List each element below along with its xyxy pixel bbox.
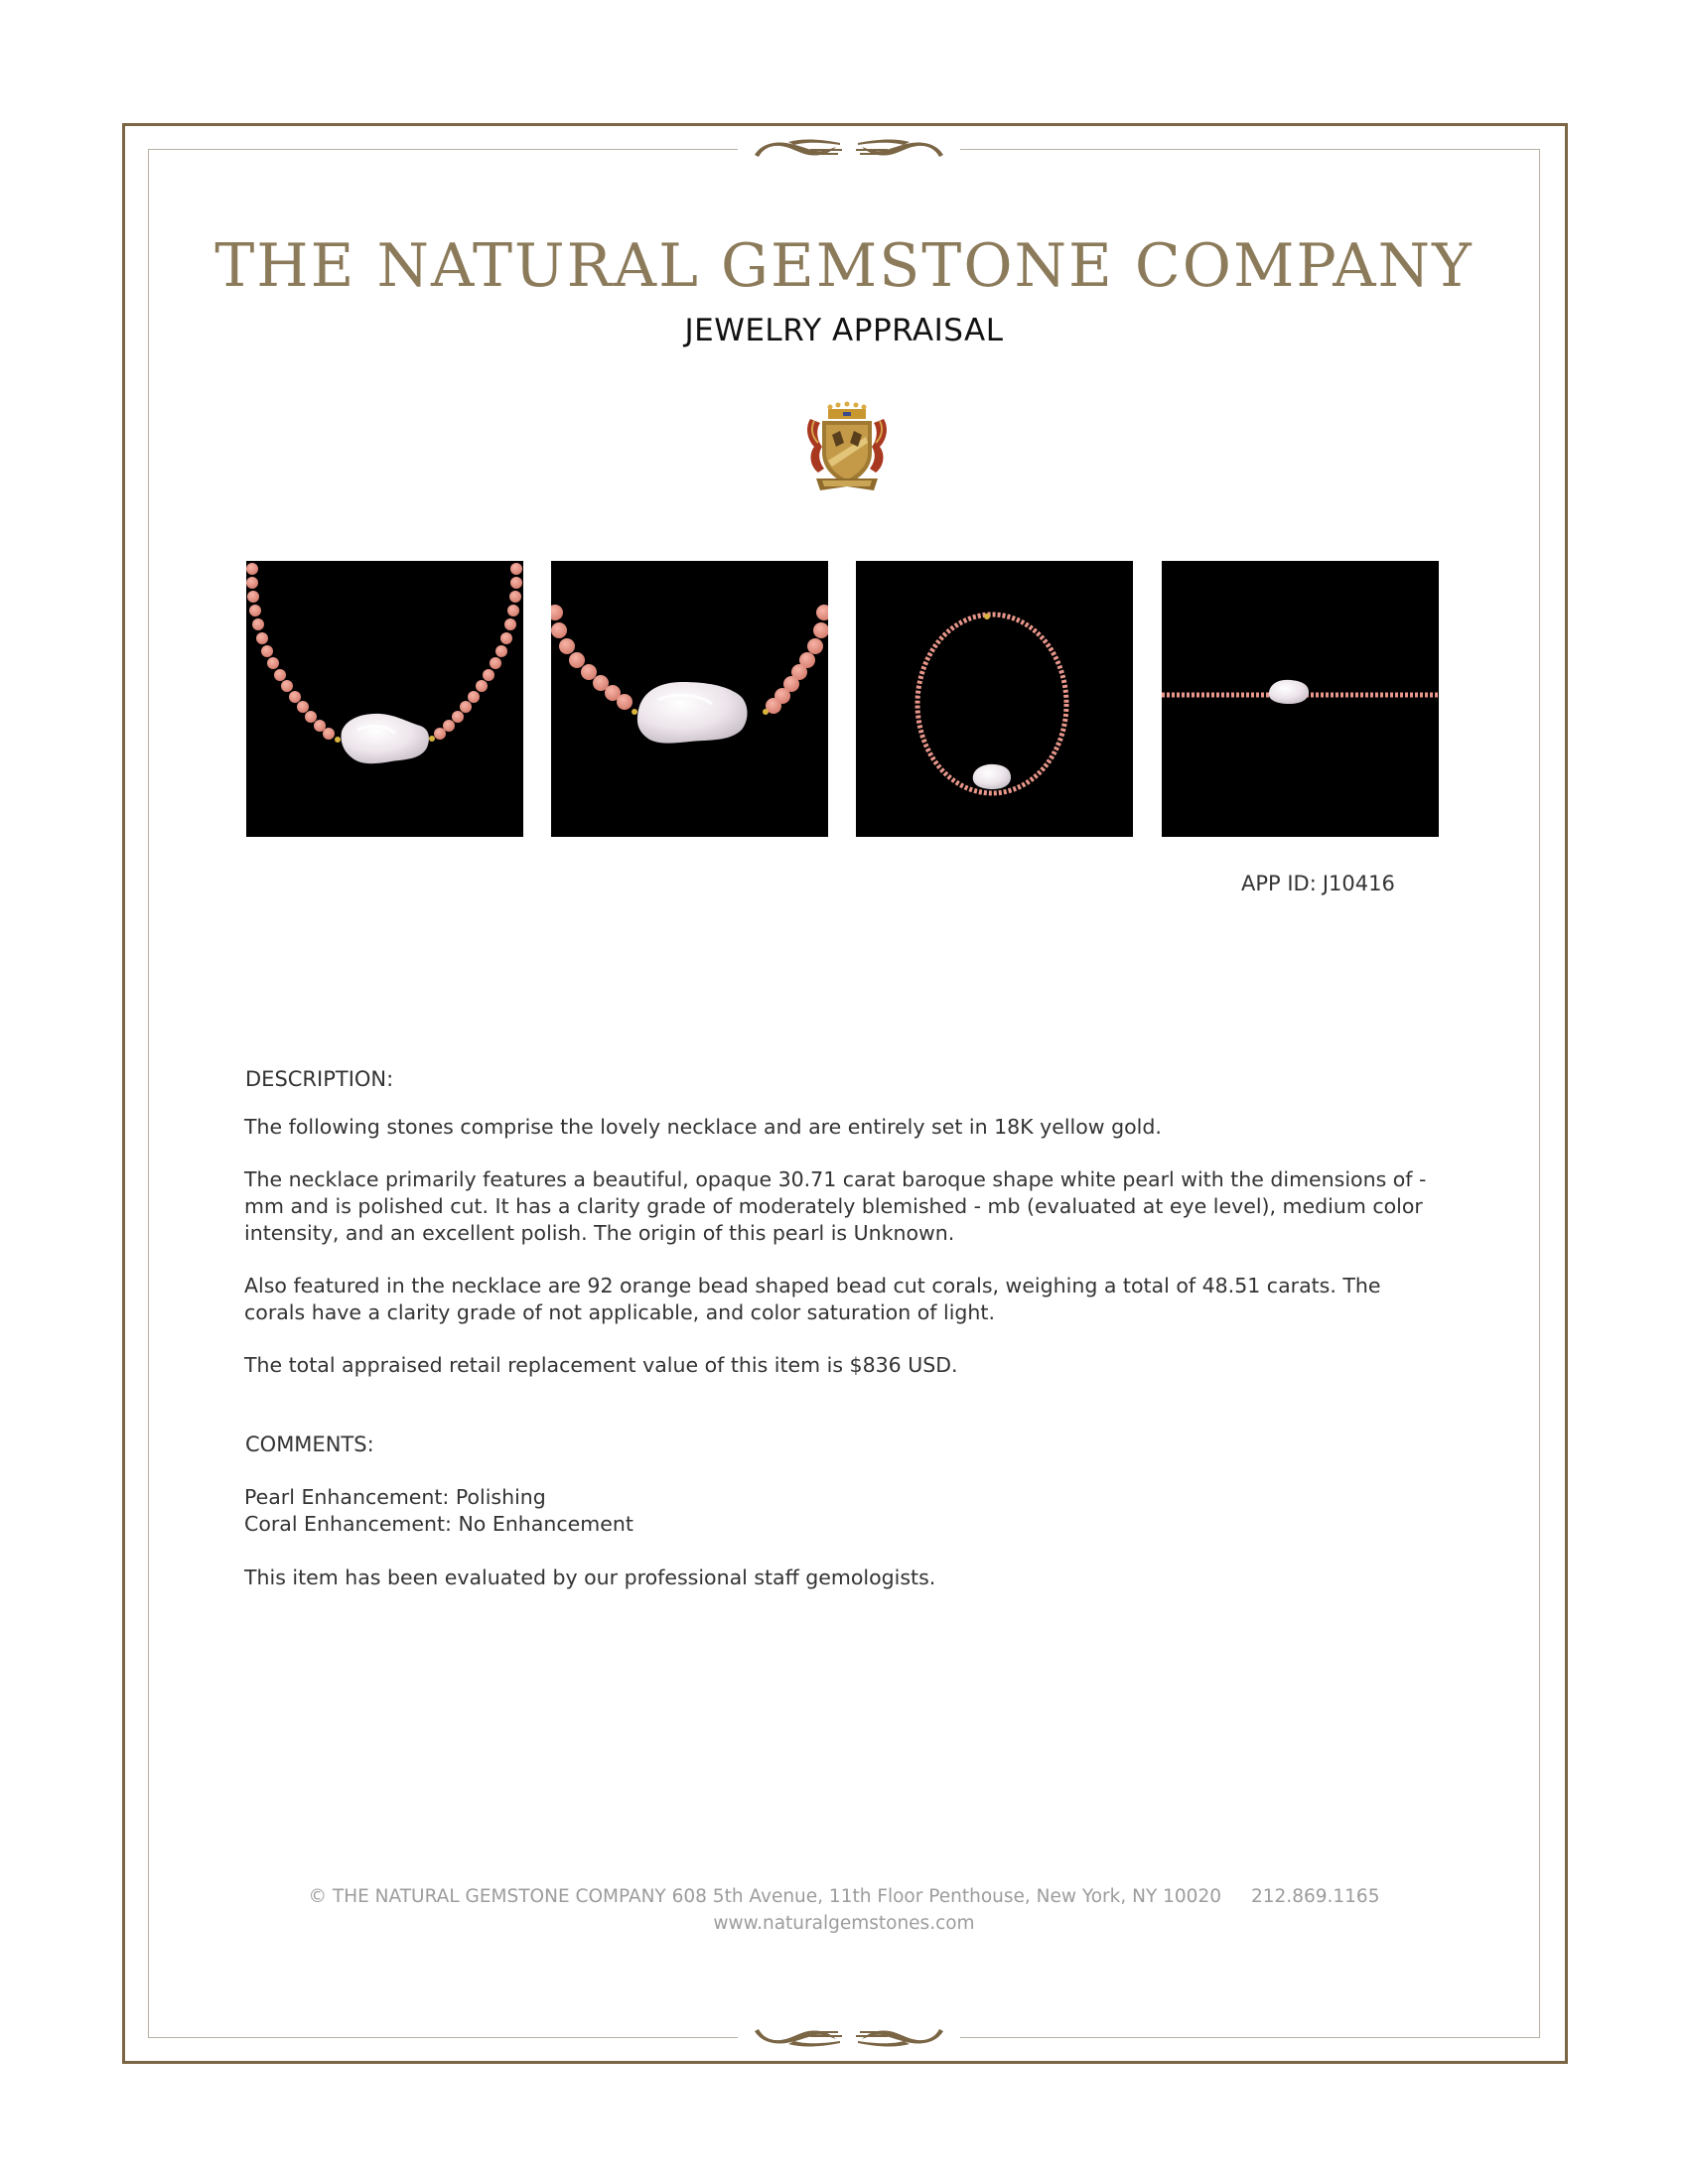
evaluation-note: This item has been evaluated by our professional staff gemologists.	[244, 1566, 936, 1589]
flourish-ornament-icon	[751, 2027, 947, 2051]
description-paragraph-setting: The following stones comprise the lovely necklace and are entirely set in 18K yellow gold.	[244, 1115, 1162, 1139]
footer-copyright-address: © THE NATURAL GEMSTONE COMPANY 608 5th Avenue, 11th Floor Penthouse, New York, NY 10020	[308, 1886, 1221, 1907]
company-title: THE NATURAL GEMSTONE COMPANY	[214, 231, 1474, 301]
photo-necklace-closeup-angled[interactable]	[551, 561, 828, 837]
footer-phone: 212.869.1165	[1251, 1886, 1380, 1907]
necklace-image	[246, 561, 523, 837]
app-id-label: APP ID:	[1241, 872, 1317, 895]
inner-border-right	[1539, 149, 1540, 2038]
photo-gallery	[246, 561, 1440, 837]
description-heading: DESCRIPTION:	[245, 1067, 394, 1091]
photo-necklace-full-circle[interactable]	[856, 561, 1133, 837]
pearl-enhancement: Pearl Enhancement: Polishing	[244, 1485, 546, 1509]
description-paragraph-pearl: The necklace primarily features a beautiful, opaque 30.71 carat baroque shape white pearl with the dimensions of - mm and is polished cut. It has a clarity grade of moderately blemished - mb (evaluated at eye level), medium color intensity, and an excellent polish. The origin of this pearl is Unknown.	[244, 1167, 1427, 1245]
footer-address-line	[149, 1883, 1539, 1910]
inner-border-bottom-left	[148, 2037, 738, 2038]
inner-border-top-right	[960, 149, 1539, 150]
comments-heading: COMMENTS:	[245, 1433, 374, 1456]
flourish-ornament-icon	[751, 135, 947, 159]
necklace-image	[551, 561, 828, 837]
footer-website[interactable]: www.naturalgemstones.com	[713, 1913, 975, 1934]
document-type-heading: JEWELRY APPRAISAL	[684, 313, 1004, 348]
description-paragraph-value: The total appraised retail replacement value of this item is $836 USD.	[244, 1353, 958, 1377]
photo-necklace-closeup-front[interactable]	[246, 561, 523, 837]
coral-enhancement: Coral Enhancement: No Enhancement	[244, 1512, 633, 1536]
app-id-value: J10416	[1322, 872, 1395, 895]
app-id	[1241, 872, 1401, 895]
inner-border-left	[148, 149, 149, 2038]
inner-border-top-left	[148, 149, 738, 150]
photo-necklace-straight[interactable]	[1162, 561, 1439, 837]
description-paragraph-coral: Also featured in the necklace are 92 orange bead shaped bead cut corals, weighing a total of 48.51 carats. The corals have a clarity grade of not applicable, and color saturation of light.	[244, 1274, 1381, 1324]
inner-border-bottom-right	[960, 2037, 1539, 2038]
heraldic-crest-icon	[802, 399, 892, 494]
necklace-image	[1162, 561, 1439, 837]
necklace-image	[856, 561, 1133, 837]
